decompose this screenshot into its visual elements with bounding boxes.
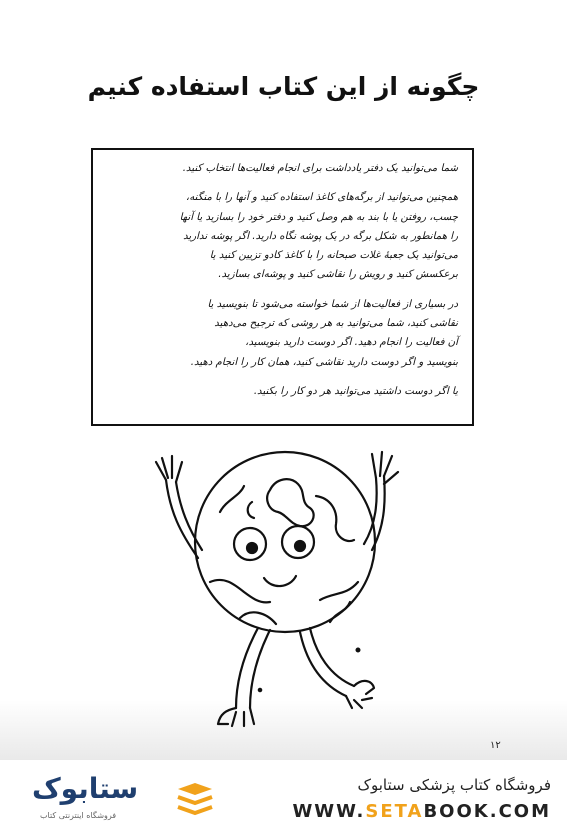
instructions-paragraph-4 <box>105 382 458 401</box>
text-line: همچنین می‌توانید از برگه‌های کاغذ استفاده کنید و آنها را با منگنه، <box>185 192 458 204</box>
instructions-paragraph-1 <box>105 159 458 178</box>
page-number: ۱۲ <box>490 740 501 751</box>
brand-logo-subtitle: فروشگاه اینترنتی کتاب <box>40 811 117 820</box>
brand-logo-word: ستابوک <box>32 772 139 805</box>
instructions-box <box>91 148 474 426</box>
page-title: چگونه از این کتاب استفاده کنیم <box>87 72 480 101</box>
url-accent: SETA <box>365 801 424 822</box>
instructions-paragraph-2 <box>105 188 458 284</box>
text-line: شما می‌توانید یک دفتر یادداشت برای انجام فعالیت‌ها انتخاب کنید. <box>182 163 458 174</box>
url-prefix: WWW. <box>292 801 366 822</box>
right-pupil <box>295 541 305 551</box>
text-line: می‌توانید یک جعبهٔ غلات صبحانه را با کاغذ کادو تزیین کنید یا <box>209 250 458 262</box>
text-line: آن فعالیت را انجام دهید. اگر دوست دارید بنویسید، <box>245 337 458 349</box>
text-line: بنویسید و اگر دوست دارید نقاشی کنید، همان کار را انجام دهید. <box>190 356 458 368</box>
store-name: فروشگاه کتاب پزشکی ستابوک <box>357 776 551 794</box>
url-suffix: BOOK.COM <box>423 801 551 822</box>
globe-character-illustration <box>140 432 430 742</box>
text-line: در بسیاری از فعالیت‌ها از شما خواسته می‌شود تا بنویسید یا <box>207 298 458 310</box>
instructions-paragraph-3 <box>105 295 458 372</box>
text-line: نقاشی کنید، شما می‌توانید به هر روشی که ترجیح می‌دهید <box>214 318 458 330</box>
book-stack-logo-icon <box>176 781 214 817</box>
store-url[interactable] <box>292 801 551 822</box>
text-line: برعکسش کنید و رویش را نقاشی کنید و پوشه‌ای بسازید. <box>218 269 458 281</box>
text-line: را همانطور به شکل برگه در یک پوشه نگاه دارید. اگر پوشه ندارید <box>183 230 458 242</box>
text-line: چسب، روفتن یا با بند به هم وصل کنید و دفتر خود را بسازید یا آنها <box>179 211 458 223</box>
text-line: یا اگر دوست داشتید می‌توانید هر دو کار را بکنید. <box>253 385 458 397</box>
left-pupil <box>247 543 257 553</box>
